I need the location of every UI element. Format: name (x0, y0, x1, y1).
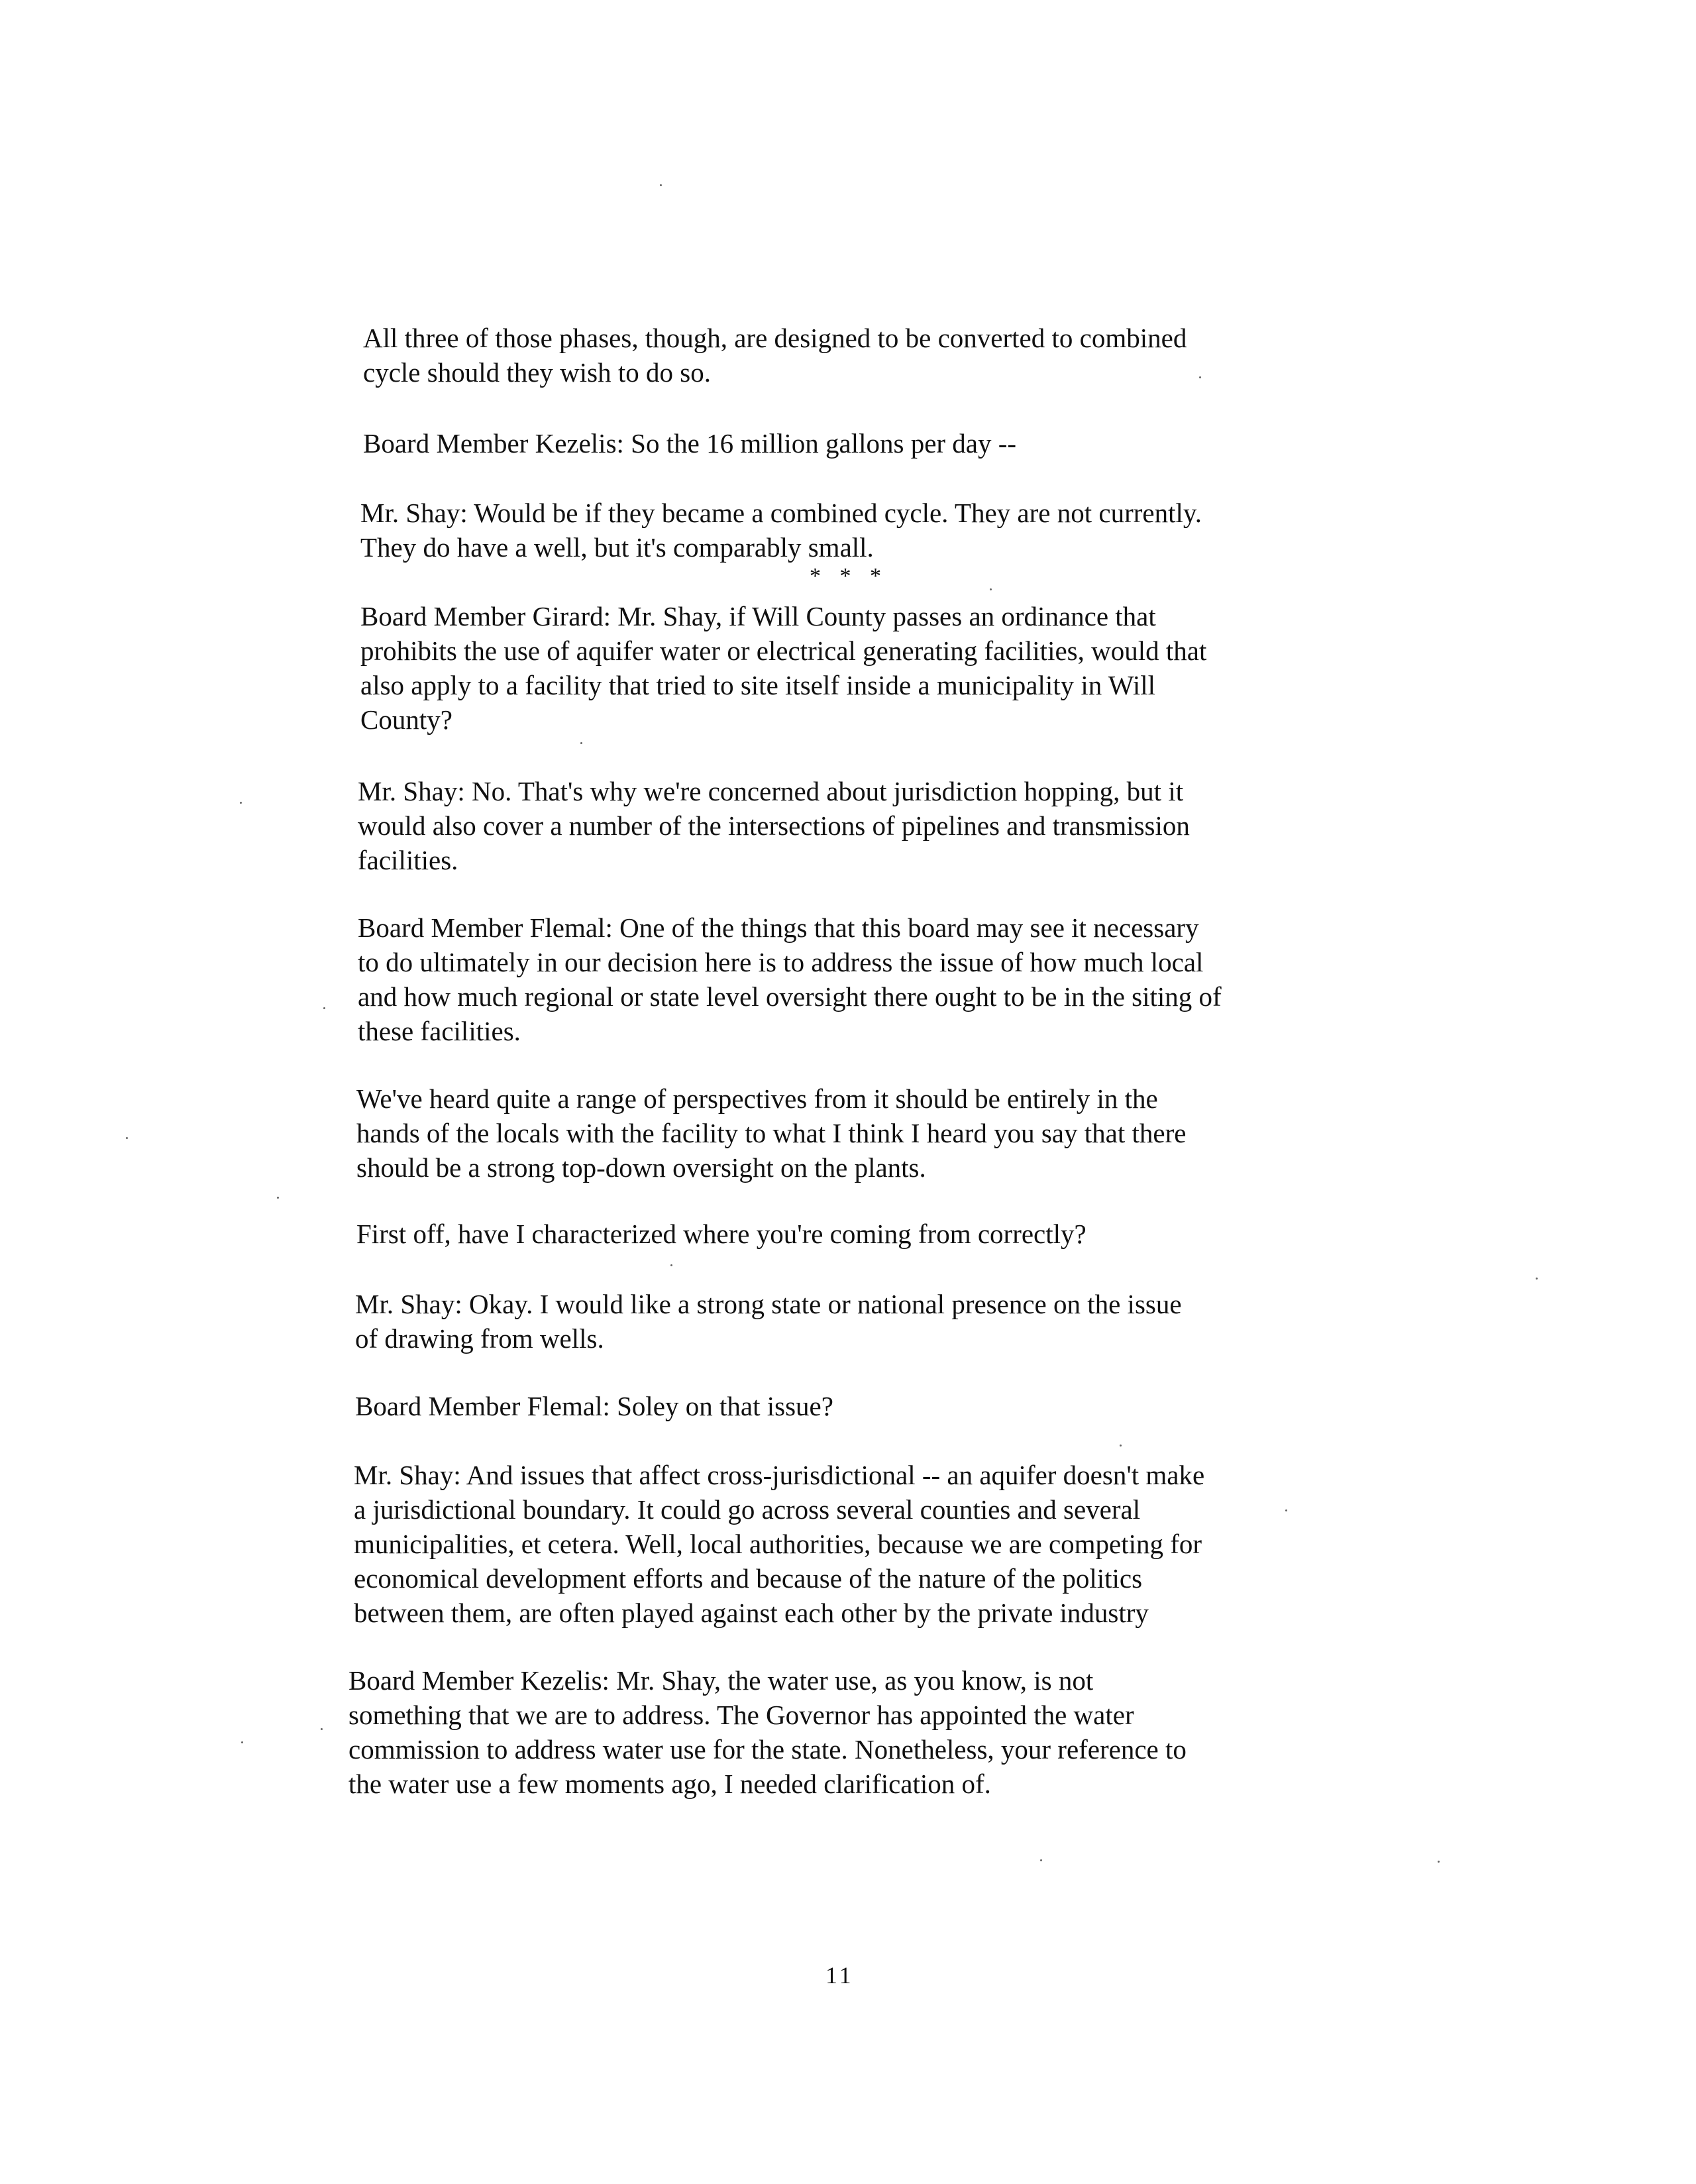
scan-speck (126, 1137, 128, 1139)
text-line: Board Member Kezelis: Mr. Shay, the water use, as you know, is not (348, 1665, 1094, 1696)
paragraph-5 (358, 774, 1190, 877)
scan-speck (241, 1741, 243, 1743)
page-number: 11 (825, 1962, 854, 1989)
scan-speck (1120, 1445, 1122, 1447)
paragraph-2 (363, 426, 1016, 461)
text-line: economical development efforts and because of the nature of the politics (354, 1563, 1143, 1594)
scan-speck (1536, 1278, 1538, 1280)
text-line: Mr. Shay: No. That's why we're concerned about jurisdiction hopping, but it (358, 776, 1184, 806)
text-line: They do have a well, but it's comparably small. (360, 532, 874, 563)
text-line: hands of the locals with the facility to what I think I heard you say that there (356, 1118, 1187, 1148)
text-line: the water use a few moments ago, I needed clarification of. (348, 1769, 991, 1799)
text-line: County? (360, 704, 452, 735)
text-line: Mr. Shay: Okay. I would like a strong state or national presence on the issue (355, 1289, 1182, 1319)
text-line: facilities. (358, 845, 458, 875)
scan-speck (1285, 1509, 1287, 1511)
text-line: something that we are to address. The Governor has appointed the water (348, 1700, 1134, 1730)
scan-speck (240, 802, 242, 804)
text-line: municipalities, et cetera. Well, local authorities, because we are competing for (354, 1529, 1202, 1559)
text-line: would also cover a number of the intersections of pipelines and transmission (358, 810, 1190, 841)
scan-speck (321, 1728, 323, 1730)
scan-speck (1040, 1859, 1042, 1861)
text-line: Board Member Girard: Mr. Shay, if Will County passes an ordinance that (360, 601, 1156, 631)
text-line: of drawing from wells. (355, 1323, 604, 1354)
section-separator: * * * (810, 564, 888, 588)
paragraph-9 (355, 1287, 1182, 1356)
paragraph-8 (356, 1217, 1086, 1251)
text-line: cycle should they wish to do so. (363, 357, 711, 388)
text-line: also apply to a facility that tried to site itself inside a municipality in Will (360, 670, 1156, 700)
text-line: between them, are often played against each other by the private industry (354, 1598, 1149, 1628)
paragraph-11 (354, 1458, 1204, 1630)
scan-speck (580, 742, 582, 744)
text-line: Board Member Flemal: One of the things that this board may see it necessary (358, 912, 1199, 943)
paragraph-10 (355, 1389, 833, 1423)
scan-speck (1438, 1861, 1440, 1863)
text-line: Board Member Kezelis: So the 16 million gallons per day -- (363, 428, 1017, 459)
text-line: to do ultimately in our decision here is to address the issue of how much local (358, 947, 1204, 977)
text-line: a jurisdictional boundary. It could go across several counties and several (354, 1494, 1141, 1525)
paragraph-12 (348, 1663, 1187, 1801)
paragraph-6 (358, 910, 1222, 1048)
paragraph-4 (360, 599, 1206, 737)
text-line: commission to address water use for the state. Nonetheless, your reference to (348, 1734, 1187, 1765)
text-line: All three of those phases, though, are designed to be converted to combined (363, 323, 1187, 353)
paragraph-1 (363, 321, 1187, 390)
scan-speck (660, 184, 662, 186)
paragraph-7 (356, 1081, 1186, 1185)
scan-speck (670, 1264, 672, 1266)
text-line: should be a strong top-down oversight on the plants. (356, 1152, 926, 1183)
scan-speck (277, 1197, 279, 1199)
scan-speck (990, 588, 992, 590)
text-line: and how much regional or state level oversight there ought to be in the siting of (358, 981, 1222, 1012)
text-line: Mr. Shay: And issues that affect cross-jurisdictional -- an aquifer doesn't make (354, 1460, 1205, 1490)
text-line: We've heard quite a range of perspectives from it should be entirely in the (356, 1083, 1158, 1114)
text-line: Board Member Flemal: Soley on that issue? (355, 1391, 833, 1421)
text-line: prohibits the use of aquifer water or electrical generating facilities, would that (360, 635, 1207, 666)
text-line: Mr. Shay: Would be if they became a combined cycle. They are not currently. (360, 498, 1202, 528)
paragraph-3 (360, 496, 1202, 565)
scan-speck (1199, 376, 1201, 378)
text-line: these facilities. (358, 1016, 521, 1046)
text-line: First off, have I characterized where you're coming from correctly? (356, 1219, 1086, 1249)
scan-speck (323, 1007, 325, 1009)
